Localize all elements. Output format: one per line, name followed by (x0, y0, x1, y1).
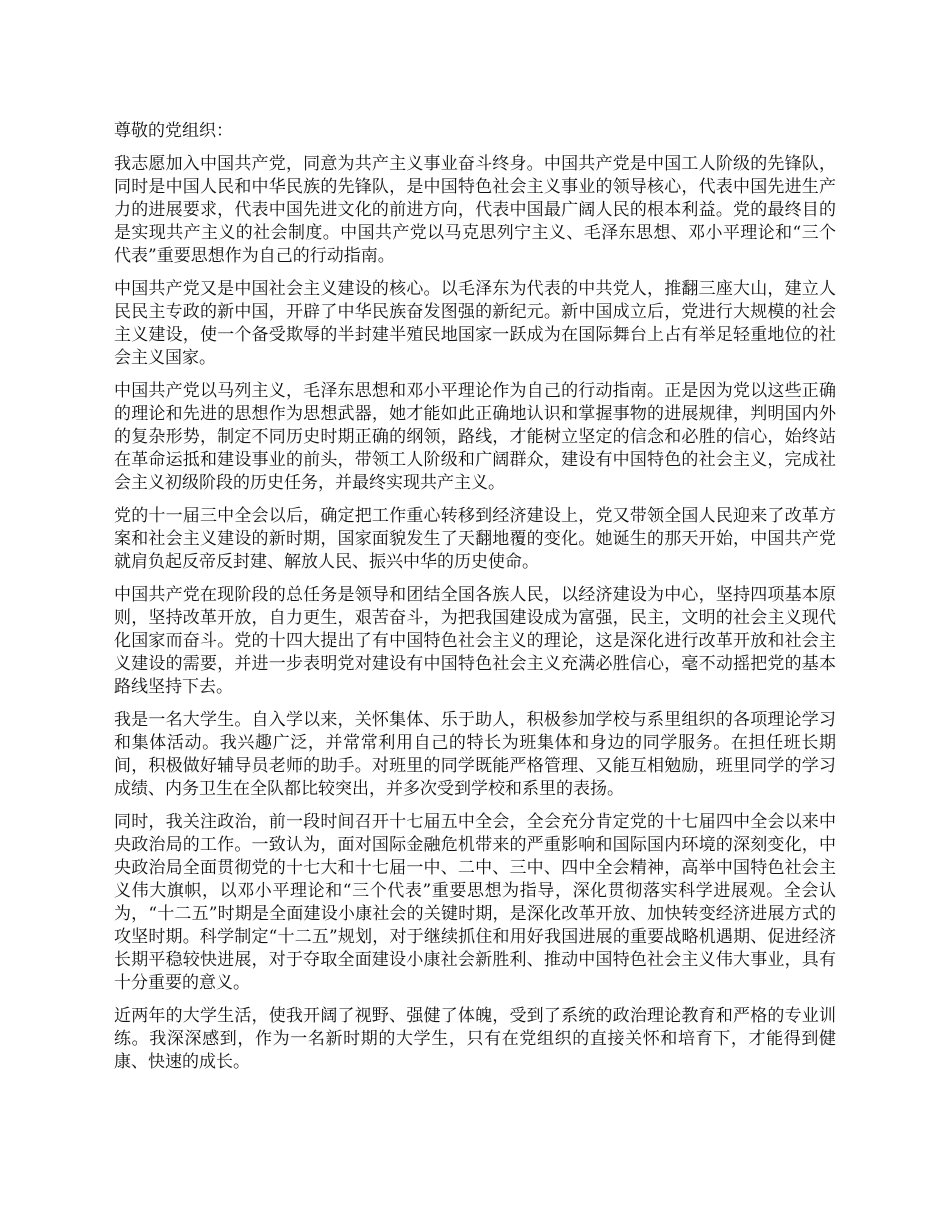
paragraph-7: 同时，我关注政治，前一段时间召开十七届五中全会，全会充分肯定党的十七届四中全会以来中央政治局的工作。一致认为，面对国际金融危机带来的严重影响和国际国内环境的深刻变化，中央政治局全面贯彻党的十七大和十七届一中、二中、三中、四中全会精神，高举中国特色社会主义伟大旗帜，以邓小平理论和“三个代表”重要思想为指导，深化贯彻落实科学进展观。全会认为，“十二五”时期是全面建设小康社会的关键时期，是深化改革开放、加快转变经济进展方式的攻坚时期。科学制定“十二五”规划，对于继续抓住和用好我国进展的重要战略机遇期、促进经济长期平稳较快进展，对于夺取全面建设小康社会新胜利、推动中国特色社会主义伟大事业，具有十分重要的意义。 (114, 812, 836, 993)
document-body (114, 120, 836, 1084)
paragraph-1: 我志愿加入中国共产党，同意为共产主义事业奋斗终身。中国共产党是中国工人阶级的先锋队，同时是中国人民和中华民族的先锋队，是中国特色社会主义事业的领导核心，代表中国先进生产力的进展要求，代表中国先进文化的前进方向，代表中国最广阔人民的根本利益。党的最终目的是实现共产主义的社会制度。中国共产党以马克思列宁主义、毛泽东思想、邓小平理论和“三个代表”重要思想作为自己的行动指南。 (114, 154, 836, 266)
paragraph-4: 党的十一届三中全会以后，确定把工作重心转移到经济建设上，党又带领全国人民迎来了改革方案和社会主义建设的新时期，国家面貌发生了天翻地覆的变化。她诞生的那天开始，中国共产党就肩负起反帝反封建、解放人民、振兴中华的历史使命。 (114, 506, 836, 572)
paragraph-3: 中国共产党以马列主义，毛泽东思想和邓小平理论作为自己的行动指南。正是因为党以这些正确的理论和先进的思想作为思想武器，她才能如此正确地认识和掌握事物的进展规律，判明国内外的复杂形势，制定不同历史时期正确的纲领，路线，才能树立坚定的信念和必胜的信心，始终站在革命运抵和建设事业的前头，带领工人阶级和广阔群众，建设有中国特色的社会主义，完成社会主义初级阶段的历史任务，并最终实现共产主义。 (114, 381, 836, 493)
paragraph-6: 我是一名大学生。自入学以来，关怀集体、乐于助人，积极参加学校与系里组织的各项理论学习和集体活动。我兴趣广泛，并常常利用自己的特长为班集体和身边的同学服务。在担任班长期间，积极做好辅导员老师的助手。对班里的同学既能严格管理、又能互相勉励，班里同学的学习成绩、内务卫生在全队都比较突出，并多次受到学校和系里的表扬。 (114, 710, 836, 799)
paragraph-5: 中国共产党在现阶段的总任务是领导和团结全国各族人民，以经济建设为中心，坚持四项基本原则，坚持改革开放，自力更生，艰苦奋斗，为把我国建设成为富强，民主，文明的社会主义现代化国家而奋斗。党的十四大提出了有中国特色社会主义的理论，这是深化进行改革开放和社会主义建设的需要，并进一步表明党对建设有中国特色社会主义充满必胜信心，毫不动摇把党的基本路线坚持下去。 (114, 585, 836, 697)
paragraph-8: 近两年的大学生活，使我开阔了视野、强健了体魄，受到了系统的政治理论教育和严格的专业训练。我深深感到，作为一名新时期的大学生，只有在党组织的直接关怀和培育下，才能得到健康、快速的成长。 (114, 1006, 836, 1072)
paragraph-2: 中国共产党又是中国社会主义建设的核心。以毛泽东为代表的中共党人，推翻三座大山，建立人民民主专政的新中国，开辟了中华民族奋发图强的新纪元。新中国成立后，党进行大规模的社会主义建设，使一个备受欺辱的半封建半殖民地国家一跃成为在国际舞台上占有举足轻重地位的社会主义国家。 (114, 279, 836, 368)
salutation: 尊敬的党组织： (114, 121, 233, 141)
